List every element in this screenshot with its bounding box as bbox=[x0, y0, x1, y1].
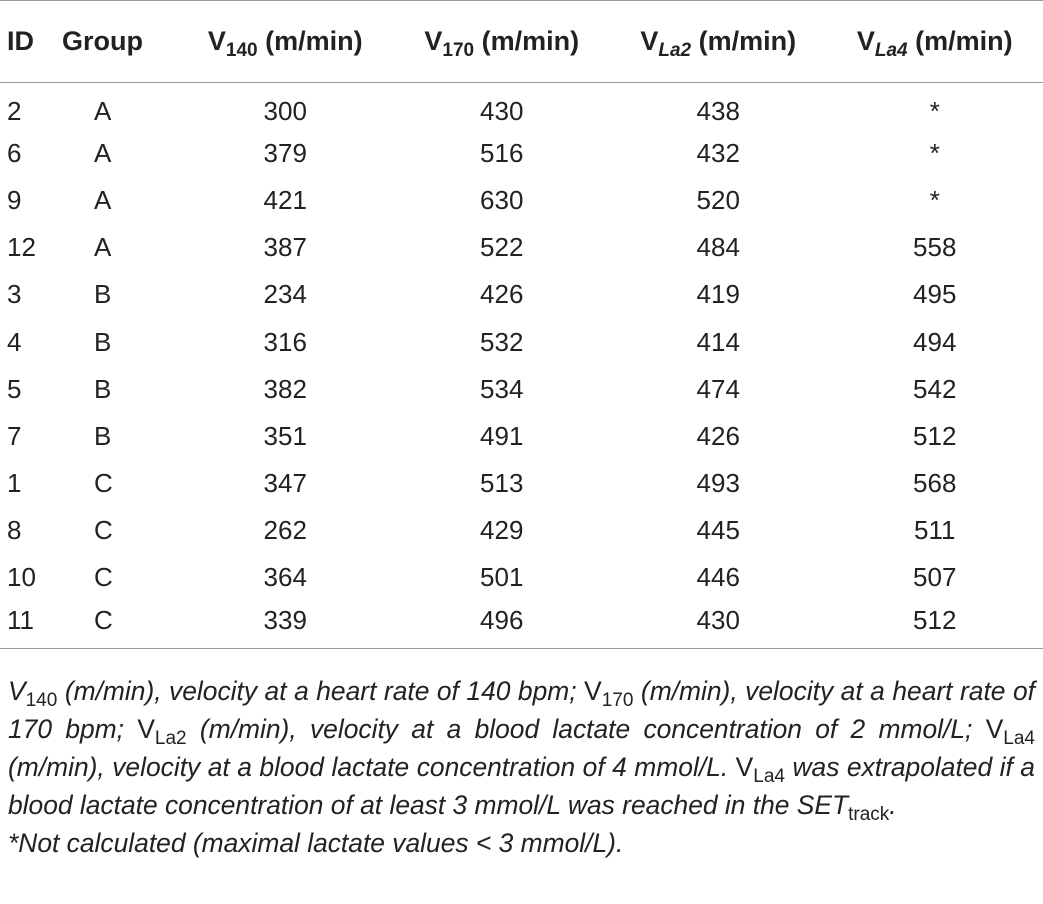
cell-group: A bbox=[94, 95, 112, 126]
cell-id: 5 bbox=[7, 373, 22, 404]
cell-v170: 516 bbox=[480, 137, 524, 168]
cell-v140: 347 bbox=[263, 468, 307, 499]
table-row bbox=[0, 318, 1043, 365]
cell-group: C bbox=[94, 468, 113, 499]
footnote-asterisk: *Not calculated (maximal lactate values < 3 mmol/L). bbox=[8, 828, 624, 858]
cell-group: C bbox=[94, 562, 113, 593]
cell-v170: 430 bbox=[480, 95, 524, 126]
cell-id: 10 bbox=[7, 562, 36, 593]
cell-vla4: * bbox=[929, 95, 940, 126]
table-row bbox=[0, 130, 1043, 177]
cell-vla4: 507 bbox=[913, 562, 957, 593]
cell-v140: 382 bbox=[263, 373, 307, 404]
header-v170: $V_{170}$ (m/min) bbox=[394, 1, 611, 83]
cell-v140: 351 bbox=[263, 420, 307, 451]
cell-vla4: 568 bbox=[913, 468, 957, 499]
cell-id: 1 bbox=[7, 468, 22, 499]
cell-group: A bbox=[94, 232, 112, 263]
cell-group: B bbox=[94, 373, 112, 404]
table-footnote bbox=[8, 672, 1035, 862]
cell-vla2: 438 bbox=[696, 95, 740, 126]
cell-v140: 387 bbox=[263, 232, 307, 263]
cell-vla4: * bbox=[929, 137, 940, 168]
cell-id: 7 bbox=[7, 420, 22, 451]
cell-v170: 630 bbox=[480, 184, 524, 215]
footnote-definitions: $V_{140}$ (m/min), velocity at a heart rate of 140 bpm; $V_{170}$ (m/min), velocity at a heart rate of 170 bpm; $V_{La2}$ (m/min), velocity at a blood lactate concentration of 2 mmol/L; $V_{La4}$ (m/min), velocity at a blood lactate concentration of 4 mmol/L. $V_{La4}$ was extrapolated if a blood lactate concentration of at least 3 mmol/L was reached in the $SET_{track}$. bbox=[8, 676, 1035, 825]
cell-v140: 364 bbox=[263, 562, 307, 593]
cell-id: 11 bbox=[7, 605, 34, 636]
cell-vla2: 419 bbox=[696, 279, 740, 310]
cell-v140: 379 bbox=[263, 137, 307, 168]
cell-id: 8 bbox=[7, 515, 22, 546]
table-body bbox=[0, 83, 1043, 649]
cell-v170: 513 bbox=[480, 468, 524, 499]
cell-v140: 316 bbox=[263, 326, 307, 357]
cell-vla4: 512 bbox=[913, 420, 957, 451]
table-row bbox=[0, 507, 1043, 554]
cell-v140: 339 bbox=[263, 605, 307, 636]
cell-id: 12 bbox=[7, 232, 36, 263]
header-id: ID bbox=[0, 1, 62, 83]
cell-group: C bbox=[94, 605, 113, 636]
table-row bbox=[0, 602, 1043, 649]
cell-id: 2 bbox=[7, 95, 22, 126]
table-row bbox=[0, 224, 1043, 271]
cell-vla2: 445 bbox=[696, 515, 740, 546]
cell-id: 4 bbox=[7, 326, 22, 357]
cell-vla2: 474 bbox=[696, 373, 740, 404]
cell-vla2: 426 bbox=[696, 420, 740, 451]
cell-group: B bbox=[94, 420, 112, 451]
cell-group: A bbox=[94, 184, 112, 215]
table-row bbox=[0, 554, 1043, 601]
cell-vla2: 432 bbox=[696, 137, 740, 168]
cell-group: B bbox=[94, 279, 112, 310]
cell-v170: 496 bbox=[480, 605, 524, 636]
header-vla2: $V_{La2}$ (m/min) bbox=[610, 1, 827, 83]
cell-vla4: 512 bbox=[913, 605, 957, 636]
table-row bbox=[0, 271, 1043, 318]
cell-v140: 262 bbox=[263, 515, 307, 546]
cell-id: 9 bbox=[7, 184, 22, 215]
cell-vla4: 542 bbox=[913, 373, 957, 404]
cell-vla2: 520 bbox=[696, 184, 740, 215]
header-group: Group bbox=[62, 1, 177, 83]
table-header-row bbox=[0, 1, 1043, 83]
cell-v170: 534 bbox=[480, 373, 524, 404]
cell-vla4: * bbox=[929, 184, 940, 215]
table-row bbox=[0, 83, 1043, 130]
table-row bbox=[0, 413, 1043, 460]
cell-vla4: 558 bbox=[913, 232, 957, 263]
cell-id: 6 bbox=[7, 137, 22, 168]
cell-v140: 421 bbox=[263, 184, 307, 215]
table-row bbox=[0, 177, 1043, 224]
cell-vla2: 414 bbox=[696, 326, 740, 357]
cell-id: 3 bbox=[7, 279, 22, 310]
cell-v140: 300 bbox=[263, 95, 307, 126]
cell-group: B bbox=[94, 326, 112, 357]
table-row bbox=[0, 460, 1043, 507]
cell-v170: 491 bbox=[480, 420, 524, 451]
cell-v170: 426 bbox=[480, 279, 524, 310]
cell-vla4: 494 bbox=[913, 326, 957, 357]
cell-vla4: 511 bbox=[914, 515, 956, 546]
cell-v140: 234 bbox=[263, 279, 307, 310]
cell-v170: 522 bbox=[480, 232, 524, 263]
cell-vla2: 446 bbox=[696, 562, 740, 593]
cell-v170: 532 bbox=[480, 326, 524, 357]
table-row bbox=[0, 366, 1043, 413]
cell-vla2: 493 bbox=[696, 468, 740, 499]
cell-v170: 501 bbox=[480, 562, 524, 593]
cell-v170: 429 bbox=[480, 515, 524, 546]
cell-vla4: 495 bbox=[913, 279, 957, 310]
cell-vla2: 430 bbox=[696, 605, 740, 636]
cell-vla2: 484 bbox=[696, 232, 740, 263]
header-vla4: $V_{La4}$ (m/min) bbox=[827, 1, 1043, 83]
header-v140: $V_{140}$ (m/min) bbox=[177, 1, 394, 83]
cell-group: C bbox=[94, 515, 113, 546]
cell-group: A bbox=[94, 137, 112, 168]
